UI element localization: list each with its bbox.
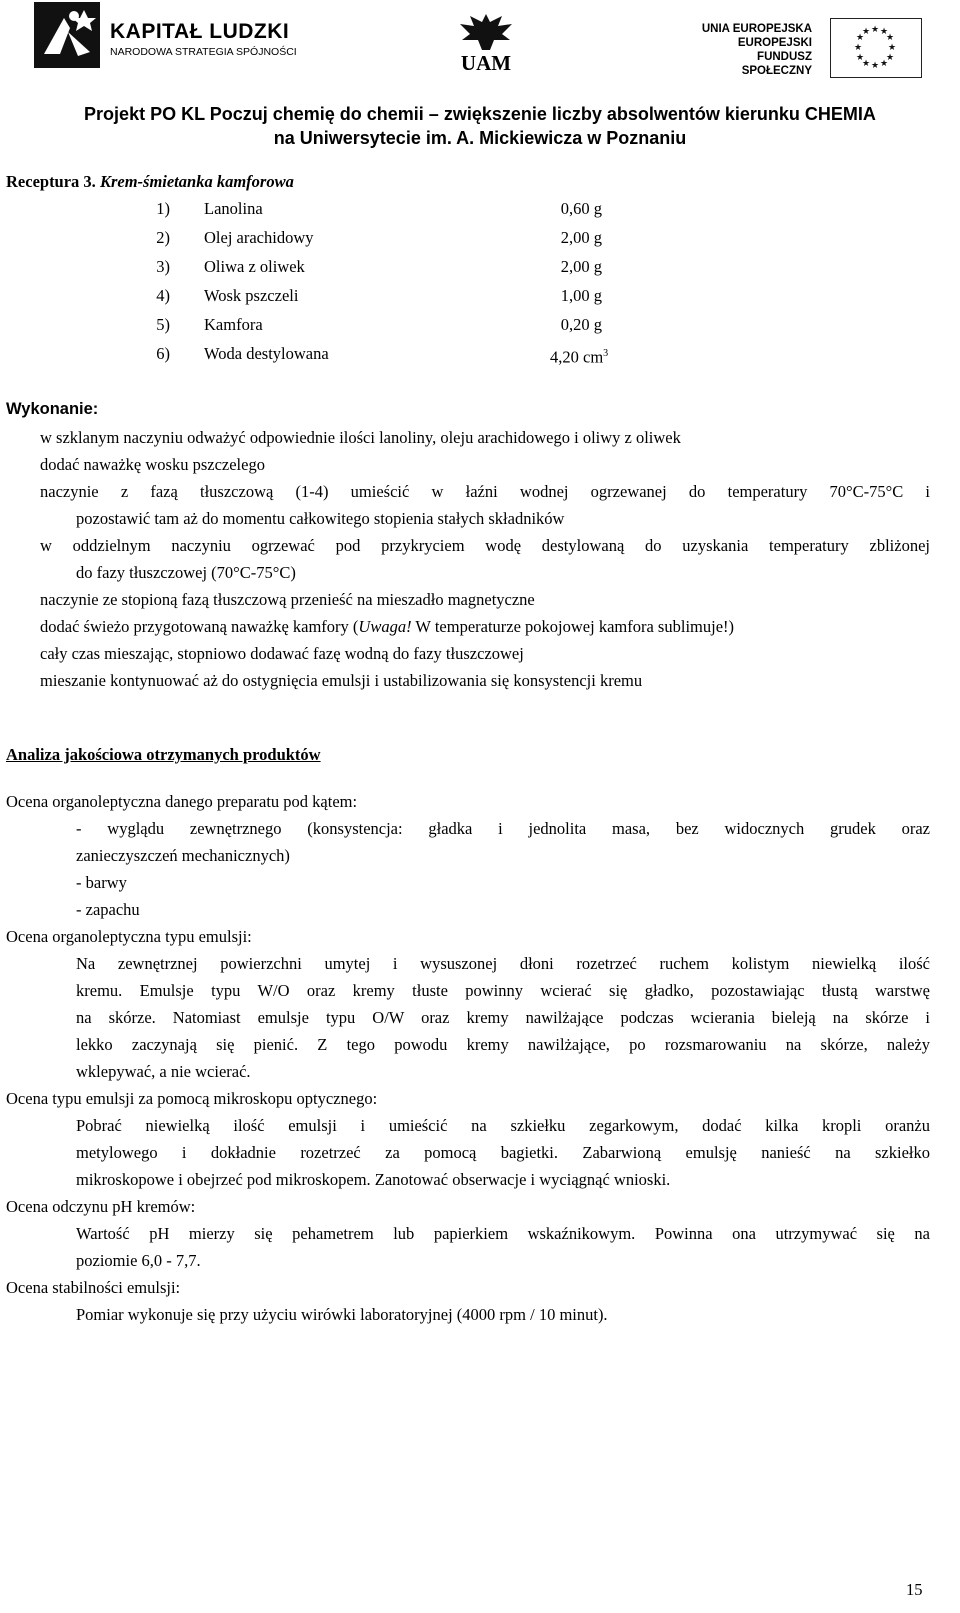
paragraph-line: poziomie 6,0 - 7,7. <box>76 1251 201 1270</box>
recipe-name: Krem-śmietanka kamforowa <box>99 172 294 191</box>
paragraph-line: metylowego i dokładnie rozetrzeć za pomocą bagietki. Zabarwioną emulsję nanieść na szkiełko <box>76 1143 930 1162</box>
project-title <box>0 102 960 150</box>
kapital-ludzki-title: KAPITAŁ LUDZKI <box>110 20 290 43</box>
section-label: Ocena organoleptyczna typu emulsji: <box>6 927 252 946</box>
svg-text:★: ★ <box>861 27 871 37</box>
procedure-step: mieszanie kontynuować aż do ostygnięcia emulsji i ustabilizowania się konsystencji kremu <box>40 671 643 690</box>
svg-text:★: ★ <box>870 25 880 35</box>
ingredient-name: Kamfora <box>204 315 263 334</box>
section-label: Ocena organoleptyczna danego preparatu pod kątem: <box>6 792 358 811</box>
eu-line-3: FUNDUSZ SPOŁECZNY <box>741 51 812 77</box>
section-label: Ocena stabilności emulsji: <box>6 1278 181 1297</box>
ingredient-name: Oliwa z oliwek <box>204 257 305 276</box>
ingredient-number: 2) <box>156 228 170 247</box>
eu-line-1: UNIA EUROPEJSKA <box>701 23 812 35</box>
ingredient-quantity: 1,00 g <box>560 286 602 305</box>
eu-text <box>690 22 812 78</box>
procedure-step: naczynie ze stopioną fazą tłuszczową przenieść na mieszadło magnetyczne <box>40 590 535 609</box>
svg-text:★: ★ <box>853 43 863 53</box>
project-title-line-2: na Uniwersytecie im. A. Mickiewicza w Poznaniu <box>273 128 687 148</box>
ingredient-quantity: 0,60 g <box>560 199 602 218</box>
section-label: Ocena typu emulsji za pomocą mikroskopu optycznego: <box>6 1089 378 1108</box>
kapital-ludzki-logo <box>34 2 297 74</box>
procedure-label: Wykonanie: <box>6 400 99 418</box>
paragraph-line: mikroskopowe i obejrzeć pod mikroskopem. Zanotować obserwacje i wyciągnąć wnioski. <box>76 1170 671 1189</box>
ingredient-number: 3) <box>156 257 170 276</box>
paragraph-line: Wartość pH mierzy się pehametrem lub papierkiem wskaźnikowym. Powinna ona utrzymywać się na <box>76 1224 930 1243</box>
ingredient-quantity-superscript: 3 <box>603 348 609 359</box>
paragraph-line: na skórze. Natomiast emulsje typu O/W oraz kremy nawilżające podczas wcierania bieleją na skórze i <box>76 1008 930 1027</box>
page-number: 15 <box>906 1580 923 1599</box>
paragraph-line: lekko zaczynają się pienić. Z tego powodu kremy nawilżające, po rozsmarowaniu na skórze, należy <box>76 1035 930 1054</box>
kapital-ludzki-subtitle: NARODOWA STRATEGIA SPÓJNOŚCI <box>110 46 297 58</box>
list-item: - wyglądu zewnętrznego (konsystencja: gładka i jednolita masa, bez widocznych grudek oraz <box>76 819 930 838</box>
kapital-ludzki-emblem-icon <box>34 2 100 68</box>
eu-line-2: EUROPEJSKI <box>737 37 812 49</box>
svg-text:★: ★ <box>861 59 871 69</box>
procedure-step: dodać naważkę wosku pszczelego <box>40 455 265 474</box>
svg-text:★: ★ <box>885 33 895 43</box>
ingredient-quantity: 2,00 g <box>560 257 602 276</box>
step-text-rest: W temperaturze pokojowej kamfora sublimuje!) <box>411 617 735 636</box>
ingredient-quantity: 2,00 g <box>560 228 602 247</box>
ingredient-quantity: 0,20 g <box>560 315 602 334</box>
procedure-step: w szklanym naczyniu odważyć odpowiednie ilości lanoliny, oleju arachidowego i oliwy z oliwek <box>40 428 681 447</box>
procedure-step-continued: pozostawić tam aż do momentu całkowitego stopienia stałych składników <box>76 509 565 528</box>
procedure-step: naczynie z fazą tłuszczową (1-4) umieścić w łaźni wodnej ogrzewanej do temperatury 70°C-75°C i <box>40 482 930 501</box>
eu-logo <box>690 22 930 77</box>
paragraph-line: Pobrać niewielką ilość emulsji i umieścić na szkiełku zegarkowym, dodać kilka kropli oranżu <box>76 1116 930 1135</box>
ingredient-number: 4) <box>156 286 170 305</box>
ingredient-name: Olej arachidowy <box>204 228 314 247</box>
section-label: Ocena odczynu pH kremów: <box>6 1197 196 1216</box>
uam-eagle-icon <box>458 12 514 52</box>
project-title-line-1: Projekt PO KL Poczuj chemię do chemii – zwiększenie liczby absolwentów kierunku CHEMIA <box>84 104 876 124</box>
svg-text:★: ★ <box>855 33 865 43</box>
paragraph-line: kremu. Emulsje typu W/O oraz kremy tłuste powinny wcierać się gładko, pozostawiając tłustą warstwę <box>76 981 930 1000</box>
svg-text:★: ★ <box>885 53 895 63</box>
svg-text:★: ★ <box>870 61 880 71</box>
list-item: - barwy <box>76 873 127 892</box>
ingredient-quantity-value: 4,20 cm <box>550 347 604 367</box>
analysis-title: Analiza jakościowa otrzymanych produktów <box>6 745 321 764</box>
recipe-label: Receptura 3. <box>6 172 96 191</box>
svg-text:★: ★ <box>887 43 897 53</box>
recipe-heading <box>6 172 294 192</box>
warning-text: Uwaga! <box>358 617 412 636</box>
procedure-step: cały czas mieszając, stopniowo dodawać fazę wodną do fazy tłuszczowej <box>40 644 524 663</box>
list-item-continued: zanieczyszczeń mechanicznych) <box>76 846 290 865</box>
ingredient-number: 5) <box>156 315 170 334</box>
paragraph-line: wklepywać, a nie wcierać. <box>76 1062 251 1081</box>
svg-text:★: ★ <box>855 53 865 63</box>
procedure-step: w oddzielnym naczyniu ogrzewać pod przykryciem wodę destylowaną do uzyskania temperatury zbliżonej <box>40 536 930 555</box>
ingredient-quantity <box>550 344 630 368</box>
step-text: dodać świeżo przygotowaną naważkę kamfory ( <box>40 617 359 636</box>
procedure-step <box>40 617 734 637</box>
list-item: - zapachu <box>76 900 140 919</box>
uam-logo <box>458 12 514 74</box>
ingredient-name: Lanolina <box>204 199 263 218</box>
svg-text:★: ★ <box>879 59 889 69</box>
ingredient-number: 6) <box>156 344 170 363</box>
ingredient-name: Woda destylowana <box>204 344 329 363</box>
procedure-step-continued: do fazy tłuszczowej (70°C-75°C) <box>76 563 296 582</box>
paragraph-line: Pomiar wykonuje się przy użyciu wirówki laboratoryjnej (4000 rpm / 10 minut). <box>76 1305 608 1324</box>
paragraph-line: Na zewnętrznej powierzchni umytej i wysuszonej dłoni rozetrzeć ruchem kolistym niewielką ilość <box>76 954 930 973</box>
uam-text: UAM <box>460 51 512 75</box>
ingredient-number: 1) <box>156 199 170 218</box>
svg-text:★: ★ <box>879 27 889 37</box>
ingredient-name: Wosk pszczeli <box>204 286 299 305</box>
eu-flag-icon <box>830 18 922 78</box>
